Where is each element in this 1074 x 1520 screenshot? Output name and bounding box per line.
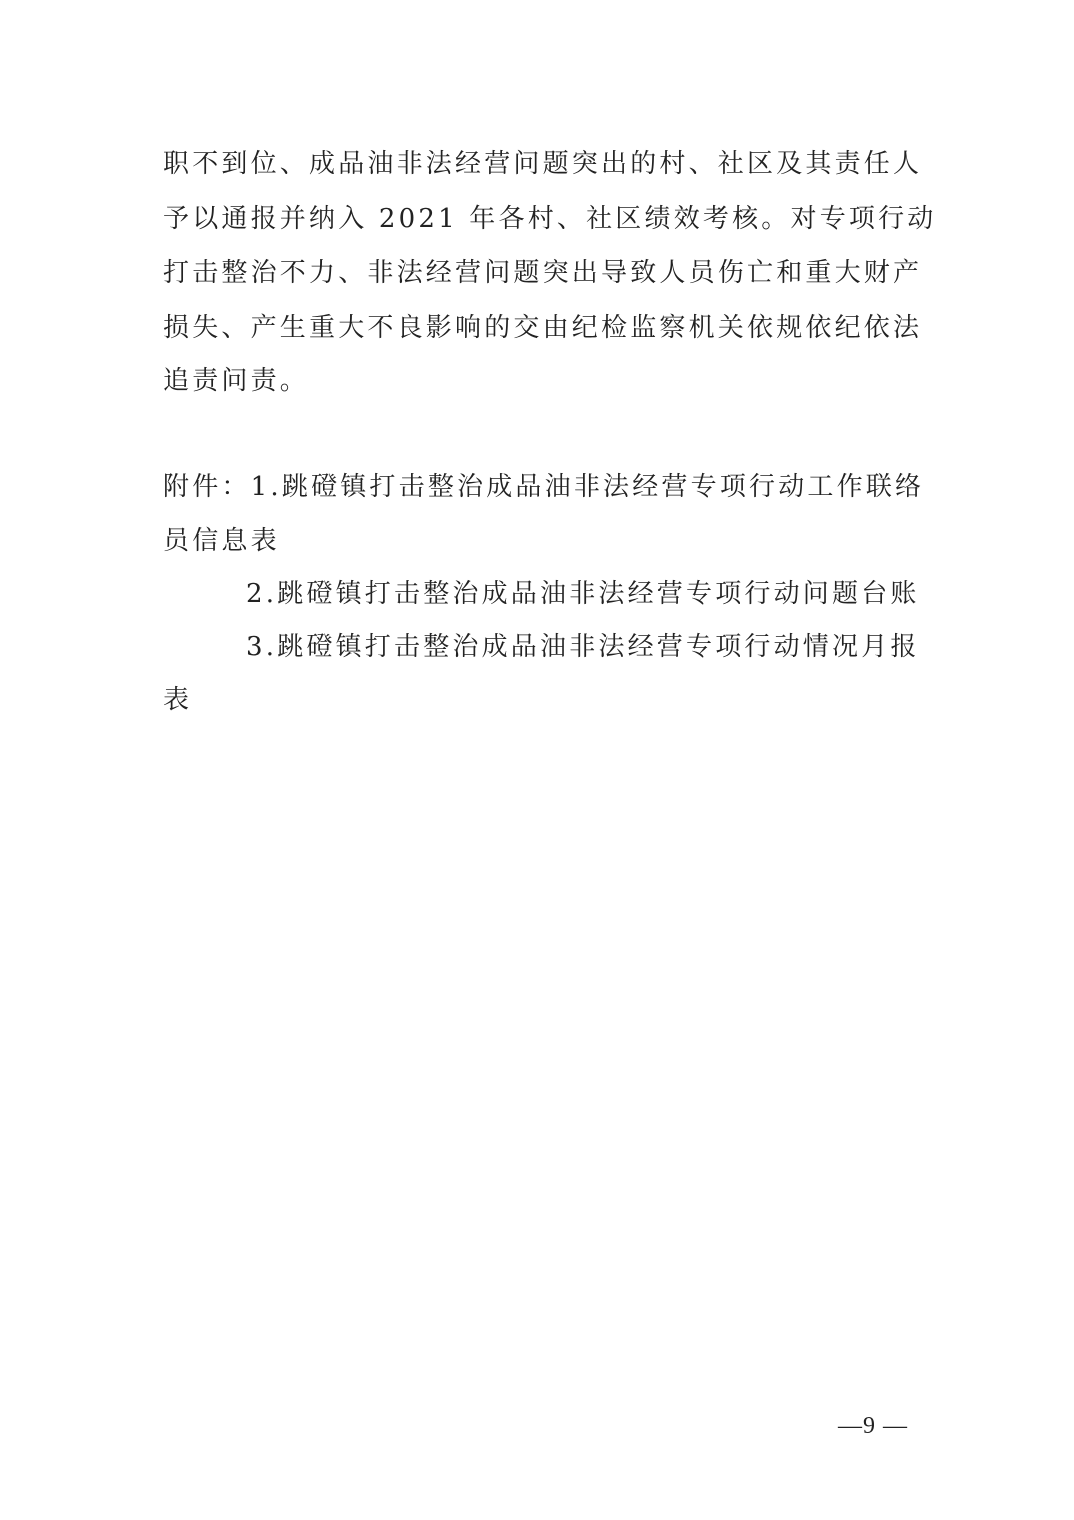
attachment-item-3-continued: 表 (163, 685, 193, 715)
paragraph-line-4: 损失、产生重大不良影响的交由纪检监察机关依规依纪依法 (163, 313, 923, 343)
attachment-item-3: 3.跳磴镇打击整治成品油非法经营专项行动情况月报 (246, 632, 920, 662)
attachments-label: 附件： (163, 472, 251, 502)
paragraph-line-2: 予以通报并纳入 2021 年各村、社区绩效考核。对专项行动 (163, 204, 937, 234)
attachment-item-1: 1.跳磴镇打击整治成品油非法经营专项行动工作联络 (250, 472, 925, 502)
attachment-item-1-continued: 员信息表 (163, 526, 280, 556)
attachments-line-1 (163, 467, 924, 507)
paragraph-line-3: 打击整治不力、非法经营问题突出导致人员伤亡和重大财产 (163, 258, 923, 288)
attachment-item-2: 2.跳磴镇打击整治成品油非法经营专项行动问题台账 (246, 579, 920, 609)
paragraph-line-1: 职不到位、成品油非法经营问题突出的村、社区及其责任人 (163, 149, 923, 179)
page-number: —9 — (838, 1413, 908, 1439)
paragraph-line-5: 追责问责。 (163, 366, 310, 396)
